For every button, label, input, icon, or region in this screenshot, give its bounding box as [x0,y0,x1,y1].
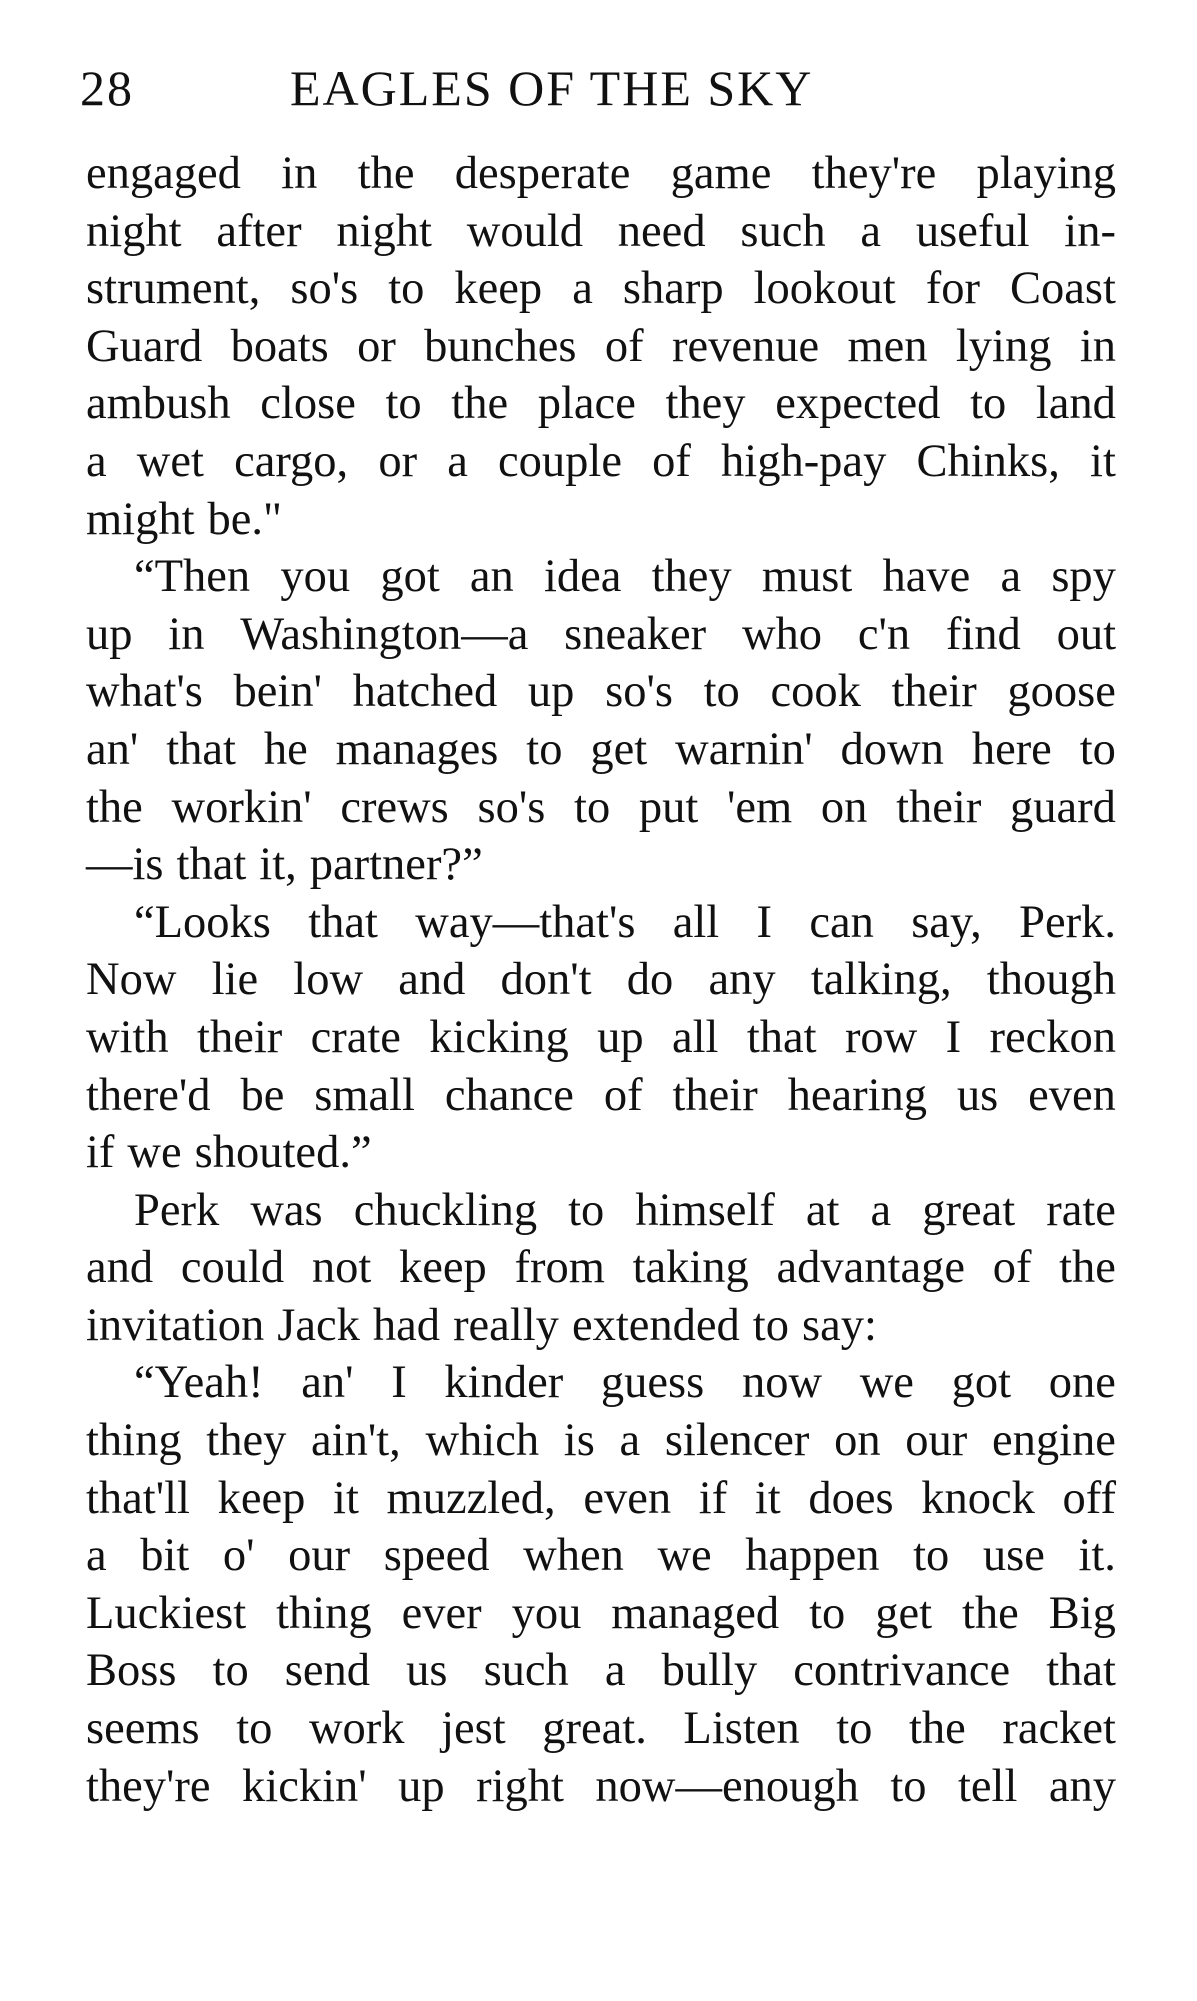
word: an' [86,723,139,775]
word: Big [1048,1587,1116,1639]
word: I [945,1011,962,1063]
word: put [638,781,699,833]
word: up [86,608,133,660]
word: a [870,1184,892,1236]
text-line [86,433,1116,491]
word: happen [745,1530,880,1582]
body-text [86,145,1116,1815]
word: that [176,839,247,891]
word: for [925,263,980,315]
word: to [388,263,425,315]
word: a [447,435,468,487]
word: revenue [671,320,820,372]
word: reckon [989,1011,1116,1063]
word: to [574,781,611,833]
word: row [844,1011,918,1063]
word: now [741,1357,823,1409]
word: useful [915,205,1030,257]
word: “Looks [134,896,271,948]
text-line [86,1297,1116,1355]
word: “Then [134,551,251,603]
word: that [166,723,236,775]
word: sneaker [564,608,707,660]
text-line [86,606,1116,664]
word: close [260,378,356,430]
word: advantage [776,1242,965,1294]
word: get [590,723,648,775]
word: of [652,435,691,487]
word: managed [611,1587,780,1639]
word: they [206,1415,287,1467]
word: lookout [753,263,896,315]
word: or [378,435,418,487]
text-line [86,894,1116,952]
word: and [86,1242,154,1294]
word: you [511,1587,582,1639]
word: tell [957,1760,1018,1812]
word: warnin' [675,723,813,775]
word: do [626,954,674,1006]
word: a [86,1530,107,1582]
word: a [572,263,593,315]
text-line [86,721,1116,779]
word: out [1056,608,1116,660]
word: kickin' [242,1760,367,1812]
word: down [840,723,944,775]
word: we [859,1357,914,1409]
word: so's [477,781,546,833]
word: might [86,493,195,545]
word: the [908,1703,966,1755]
word: even [1028,1069,1116,1121]
word: the [357,148,415,199]
word: ain't, [311,1415,401,1467]
word: couple [498,435,622,487]
text-line [86,1067,1116,1125]
word: in [281,148,318,199]
word: guess [600,1357,705,1409]
text-line [86,203,1116,261]
word: it [754,1472,781,1524]
word: talking, [810,954,952,1006]
word: the [451,378,509,430]
word: the [961,1587,1019,1639]
word: extended [571,1299,740,1351]
word: say, [911,896,982,948]
word: o' [222,1530,255,1582]
word: of [992,1242,1032,1294]
word: land [1035,378,1116,430]
word: could [180,1242,285,1294]
word: right [476,1760,564,1812]
word: any [708,954,776,1006]
word: to [809,1587,846,1639]
word: spy [1051,551,1116,603]
word: chuckling [353,1184,538,1236]
word: so's [290,263,359,315]
word: high-pay [721,435,887,487]
text-line [86,491,1116,549]
word: shouted.” [194,1127,372,1179]
word: now—enough [595,1760,859,1812]
text-line [86,1758,1116,1816]
word: to [752,1299,789,1351]
word: Luckiest [86,1587,247,1639]
word: crews [340,781,449,833]
word: so's [605,666,673,718]
word: to [385,378,422,430]
word: what's [86,666,203,718]
word: is [563,1415,595,1467]
word: us [956,1069,999,1121]
word: speed [383,1530,490,1582]
word: we [127,1127,182,1179]
word: send [284,1645,371,1697]
word: night [86,205,182,257]
word: we [657,1530,712,1582]
word: it [1090,435,1116,487]
text-line [86,1124,1116,1182]
word: I [391,1357,407,1409]
word: who [741,608,823,660]
word: work [308,1703,405,1755]
word: to [836,1703,873,1755]
word: crate [310,1011,401,1063]
word: seems [86,1703,200,1755]
word: manages [335,723,499,775]
word: taking [632,1242,749,1294]
word: got [380,551,440,603]
word: have [882,551,971,603]
word: low [293,954,364,1006]
word: find [945,608,1021,660]
word: in- [1064,205,1116,257]
word: to [236,1703,273,1755]
word: contrivance [793,1645,1011,1697]
word: an [469,551,514,603]
word: game [670,148,772,199]
word: chance [444,1069,574,1121]
word: place [537,378,636,430]
word: lying [955,320,1052,372]
text-line [86,1470,1116,1528]
word: that [746,1011,817,1063]
text-line [86,1700,1116,1758]
word: it [333,1472,359,1524]
word: lie [211,954,259,1006]
word: up [398,1760,445,1812]
word: rate [1046,1184,1116,1236]
word: they're [811,148,937,199]
word: they [665,378,746,430]
word: hatched [352,666,498,718]
word: in [168,608,205,660]
word: to [1079,723,1116,775]
word: their [197,1011,283,1063]
word: muzzled, [386,1472,556,1524]
word: great [922,1184,1016,1236]
word: kinder [444,1357,564,1409]
text-line [86,1182,1116,1240]
word: strument, [86,263,261,315]
word: men [847,320,928,372]
word: if [698,1472,728,1524]
text-line [86,1239,1116,1297]
word: really [453,1299,559,1351]
word: Listen [683,1703,800,1755]
word: to [890,1760,927,1812]
word: can [809,896,874,948]
word: which [425,1415,540,1467]
word: with [86,1011,169,1063]
book-title: EAGLES OF THE SKY [290,60,814,116]
word: Washington—a [240,608,529,660]
word: you [280,551,351,603]
text-line [86,375,1116,433]
word: if [86,1127,115,1179]
text-line [86,779,1116,837]
word: any [1048,1760,1116,1812]
word: though [986,954,1116,1006]
word: great. [542,1703,647,1755]
word: bunches [424,320,577,372]
word: up [527,666,575,718]
word: to [526,723,563,775]
word: goose [1007,666,1116,718]
word: was [250,1184,323,1236]
word: bit [140,1530,190,1582]
word: ever [401,1587,482,1639]
word: need [617,205,706,257]
word: that [308,896,378,948]
word: wet [136,435,204,487]
word: sharp [622,263,724,315]
word: hearing [787,1069,928,1121]
word: kicking [429,1011,569,1063]
word: workin' [171,781,312,833]
word: expected [775,378,941,430]
word: all [672,1011,719,1063]
word: “Yeah! [134,1357,264,1409]
word: had [372,1299,441,1351]
word: from [514,1242,605,1294]
word: an' [301,1357,354,1409]
word: on [820,781,868,833]
word: engaged [86,148,241,199]
word: thing [276,1587,372,1639]
word: small [314,1069,415,1121]
word: such [483,1645,569,1697]
word: that [1046,1645,1116,1697]
word: racket [1002,1703,1116,1755]
word: way—that's [415,896,636,948]
word: it, [259,839,297,891]
word: our [288,1530,351,1582]
word: at [805,1184,840,1236]
word: they [651,551,732,603]
word: to [913,1530,950,1582]
word: the [1059,1242,1116,1294]
word: there'd [86,1069,211,1121]
word: a [860,205,882,257]
word: off [1062,1472,1116,1524]
word: —is [86,839,164,891]
word: their [672,1069,758,1121]
word: to [970,378,1007,430]
word: cook [770,666,861,718]
word: a [1000,551,1022,603]
word: of [604,320,644,372]
word: get [875,1587,933,1639]
word: on [834,1415,881,1467]
word: Chinks, [916,435,1060,487]
word: jest [441,1703,506,1755]
word: their [896,781,982,833]
word: himself [635,1184,775,1236]
word: knock [921,1472,1035,1524]
word: does [808,1472,894,1524]
word: cargo, [234,435,349,487]
word: bully [661,1645,758,1697]
text-line [86,1009,1116,1067]
word: be [240,1069,285,1121]
word: invitation [86,1299,265,1351]
page-number: 28 [80,60,134,116]
word: a [619,1415,641,1467]
word: Jack [277,1299,360,1351]
word: don't [500,954,592,1006]
word: engine [991,1415,1116,1467]
word: c'n [857,608,911,660]
word: desperate [454,148,631,199]
word: when [523,1530,624,1582]
word: after [216,205,302,257]
text-line [86,1527,1116,1585]
word: to [212,1645,249,1697]
word: I [756,896,773,948]
word: in [1079,320,1116,372]
word: even [583,1472,672,1524]
text-line [86,1585,1116,1643]
word: guard [1010,781,1116,833]
word: keep [398,1242,487,1294]
word: idea [544,551,622,603]
word: our [905,1415,968,1467]
text-line [86,836,1116,894]
word: a [604,1645,626,1697]
word: and [398,954,466,1006]
word: one [1048,1357,1116,1409]
word: boats [230,320,329,372]
word: keep [454,263,543,315]
word: use [982,1530,1045,1582]
word: say: [801,1299,877,1351]
word: a [86,435,107,487]
word: Perk. [1019,896,1116,948]
text-line [86,145,1116,203]
word: us [406,1645,448,1697]
word: they're [86,1760,211,1812]
text-line [86,1642,1116,1700]
word: Guard [86,320,203,372]
word: to [703,666,740,718]
word: their [891,666,977,718]
word: to [568,1184,605,1236]
word: keep [217,1472,306,1524]
word: Now [86,954,177,1006]
word: 'em [727,781,793,833]
word: would [466,205,583,257]
word: Coast [1009,263,1116,315]
word: bein' [233,666,322,718]
text-line [86,260,1116,318]
word: night [336,205,432,257]
word: here [971,723,1052,775]
word: playing [976,148,1116,199]
word: of [603,1069,643,1121]
word: the [86,781,143,833]
word: not [311,1242,372,1294]
word: silencer [664,1415,810,1467]
word: all [672,896,720,948]
text-line [86,663,1116,721]
word: thing [86,1415,182,1467]
word: he [263,723,308,775]
word: such [740,205,826,257]
text-line [86,1412,1116,1470]
word: or [357,320,396,372]
text-line [86,548,1116,606]
word: that'll [86,1472,190,1524]
text-line [86,1354,1116,1412]
word: must [761,551,853,603]
word: up [597,1011,644,1063]
word: got [951,1357,1012,1409]
word: be." [207,493,283,545]
word: Perk [134,1184,220,1236]
word: Boss [86,1645,177,1697]
word: it. [1078,1530,1116,1582]
word: ambush [86,378,231,430]
running-head [80,58,1120,118]
word: partner?” [309,839,483,891]
text-line [86,318,1116,376]
text-line [86,951,1116,1009]
